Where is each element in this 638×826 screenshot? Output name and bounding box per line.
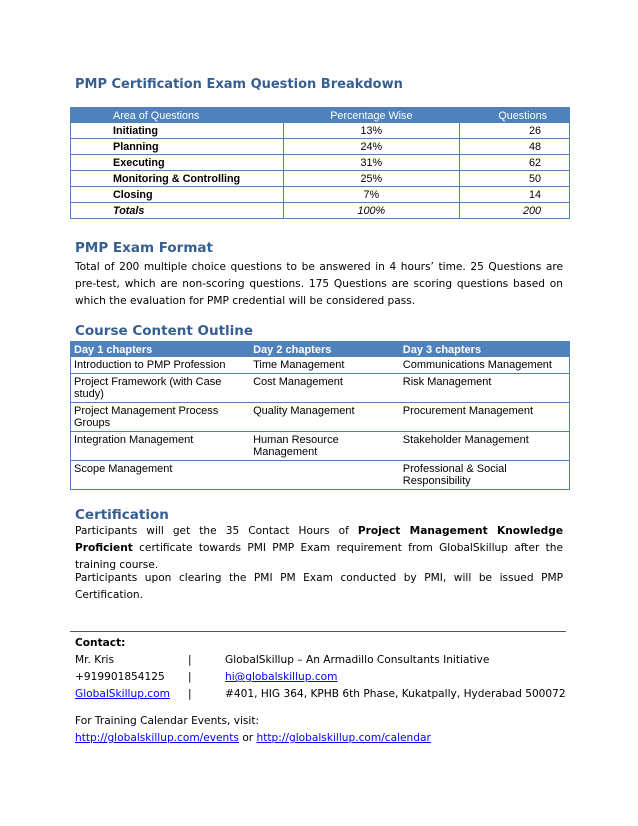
table-row [71, 432, 570, 461]
contact-label: Contact: [75, 637, 126, 649]
day1-cell: Project Management Process Groups [71, 403, 248, 432]
cert-text-pre: Participants will get the 35 Contact Hours of [75, 525, 358, 537]
totals-row [71, 203, 570, 219]
outline-header: Day 1 chapters [71, 342, 248, 358]
outline-table [70, 341, 570, 490]
questions-cell: 62 [460, 155, 570, 171]
day2-cell: Cost Management [247, 374, 397, 403]
area-cell: Planning [71, 139, 284, 155]
area-cell: Closing [71, 187, 284, 203]
area-cell: Executing [71, 155, 284, 171]
breakdown-title: PMP Certification Exam Question Breakdown [75, 77, 403, 92]
outline-title: Course Content Outline [75, 323, 254, 339]
contact-address: #401, HIG 364, KPHB 6th Phase, Kukatpally, Hyderabad 500072 [225, 688, 566, 700]
outline-header: Day 2 chapters [247, 342, 397, 358]
table-row [71, 461, 570, 490]
certification-text-2: Participants upon clearing the PMI PM Exam conducted by PMI, will be issued PMP Certification. [75, 572, 563, 601]
table-row [71, 171, 570, 187]
calendar-link[interactable]: http://globalskillup.com/calendar [256, 732, 431, 744]
day3-cell: Risk Management [397, 374, 570, 403]
day3-cell: Communications Management [397, 357, 570, 374]
percent-cell: 7% [283, 187, 460, 203]
questions-cell: 200 [460, 203, 570, 219]
breakdown-table [70, 107, 570, 219]
day2-cell: Human Resource Management [247, 432, 397, 461]
percent-cell: 100% [283, 203, 460, 219]
divider [70, 631, 566, 632]
day1-cell: Scope Management [71, 461, 248, 490]
table-row [71, 403, 570, 432]
day1-cell: Introduction to PMP Profession [71, 357, 248, 374]
area-cell: Monitoring & Controlling [71, 171, 284, 187]
format-title: PMP Exam Format [75, 240, 213, 256]
percent-cell: 24% [283, 139, 460, 155]
calendar-links [75, 730, 431, 747]
percent-cell: 31% [283, 155, 460, 171]
day3-cell: Professional & Social Responsibility [397, 461, 570, 490]
questions-cell: 48 [460, 139, 570, 155]
separator: | [188, 688, 192, 700]
table-row [71, 123, 570, 139]
certification-text-1 [75, 523, 563, 574]
table-row [71, 139, 570, 155]
day2-cell: Time Management [247, 357, 397, 374]
day1-cell: Project Framework (with Case study) [71, 374, 248, 403]
cert-text-bold: Project Management Knowledge Proficient [75, 525, 564, 554]
cert-text-post: certificate towards PMI PMP Exam requirement from GlobalSkillup after the training course. [75, 542, 563, 571]
day3-cell: Stakeholder Management [397, 432, 570, 461]
breakdown-header: Area of Questions [71, 108, 284, 124]
percent-cell: 25% [283, 171, 460, 187]
separator: | [188, 671, 192, 683]
questions-cell: 50 [460, 171, 570, 187]
table-row [71, 155, 570, 171]
day3-cell: Procurement Management [397, 403, 570, 432]
outline-header: Day 3 chapters [397, 342, 570, 358]
day2-cell: Quality Management [247, 403, 397, 432]
percent-cell: 13% [283, 123, 460, 139]
breakdown-header: Percentage Wise [283, 108, 460, 124]
email-link[interactable]: hi@globalskillup.com [225, 671, 338, 683]
breakdown-header: Questions [460, 108, 570, 124]
area-cell: Initiating [71, 123, 284, 139]
table-row [71, 374, 570, 403]
or-text: or [238, 732, 257, 744]
events-link[interactable]: http://globalskillup.com/events [75, 732, 239, 744]
questions-cell: 26 [460, 123, 570, 139]
separator: | [188, 654, 192, 666]
contact-org: GlobalSkillup – An Armadillo Consultants Initiative [225, 654, 490, 666]
questions-cell: 14 [460, 187, 570, 203]
table-row [71, 357, 570, 374]
area-cell: Totals [71, 203, 284, 219]
certification-title: Certification [75, 507, 169, 523]
contact-phone: +919901854125 [75, 671, 165, 683]
calendar-label: For Training Calendar Events, visit: [75, 715, 260, 727]
day2-cell [247, 461, 397, 490]
site-link[interactable]: GlobalSkillup.com [75, 688, 170, 700]
day1-cell: Integration Management [71, 432, 248, 461]
table-row [71, 187, 570, 203]
format-text: Total of 200 multiple choice questions to be answered in 4 hours’ time. 25 Questions are pre-test, which are non-scoring questions. 175 Questions are scoring questions based on which the evaluation for PMP credential will be considered pass. [75, 261, 563, 307]
contact-name: Mr. Kris [75, 654, 115, 666]
